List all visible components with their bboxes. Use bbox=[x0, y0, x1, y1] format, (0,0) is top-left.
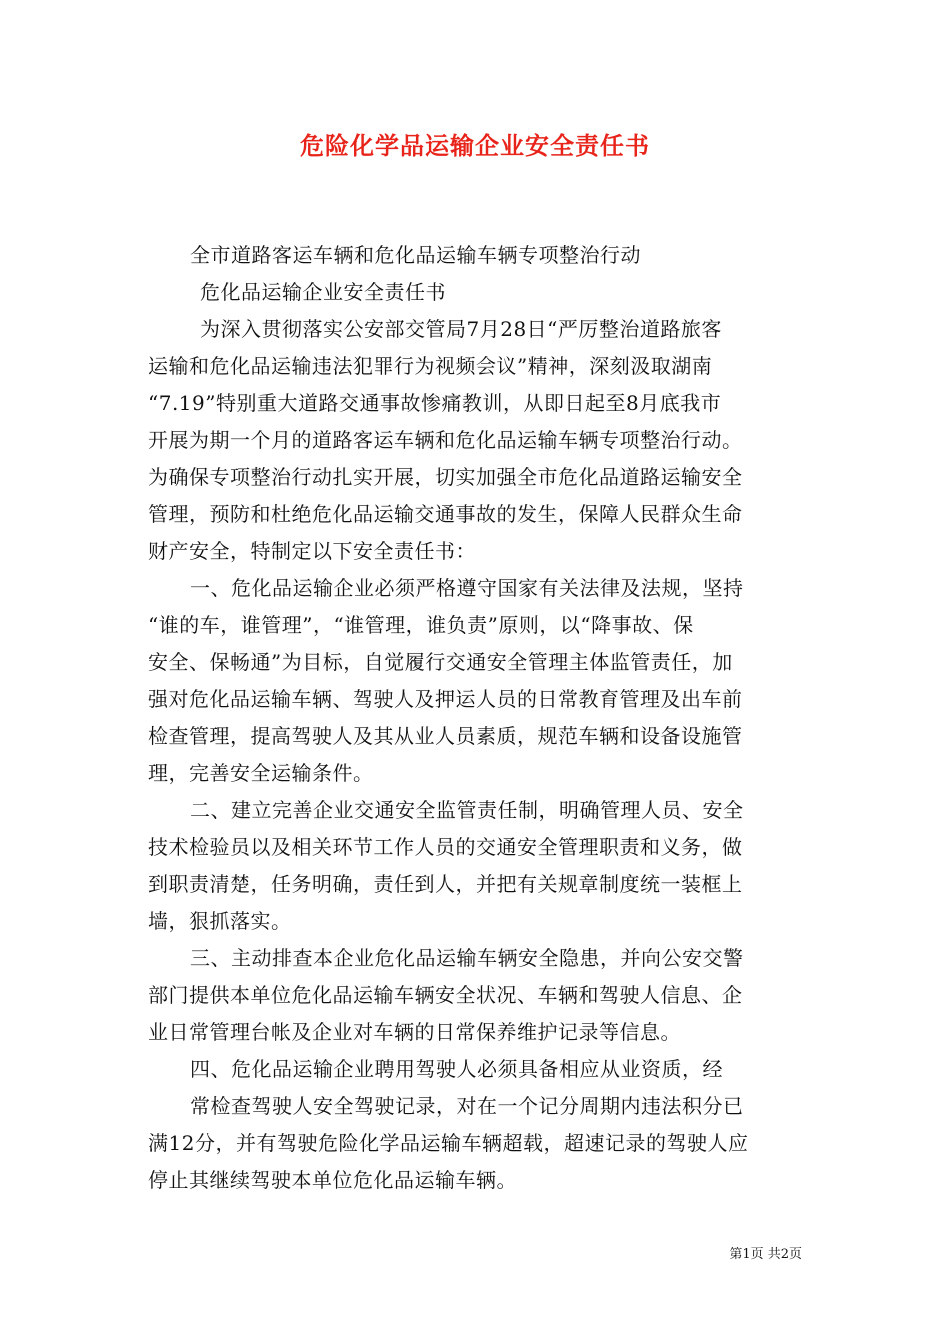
paragraph-line: 到职责清楚，任务明确，责任到人，并把有关规章制度统一装框上 bbox=[148, 872, 743, 896]
paragraph-line: 三、主动排查本企业危化品运输车辆安全隐患，并向公安交警 bbox=[190, 946, 744, 970]
paragraph-line: “7.19”特别重大道路交通事故惨痛教训，从即日起至8月底我市 bbox=[148, 391, 722, 415]
paragraph-line: 管理，预防和杜绝危化品运输交通事故的发生，保障人民群众生命 bbox=[148, 502, 743, 526]
paragraph-line: 技术检验员以及相关环节工作人员的交通安全管理职责和义务，做 bbox=[148, 835, 743, 859]
paragraph-line: 墙，狠抓落实。 bbox=[148, 909, 292, 933]
paragraph-line: 运输和危化品运输违法犯罪行为视频会议”精神，深刻汲取湖南 bbox=[148, 354, 713, 378]
paragraph-line: “谁的车，谁管理”，“谁管理，谁负责”原则，以“降事故、保 bbox=[148, 613, 694, 637]
page-number: 第1页 共2页 bbox=[729, 1247, 802, 1262]
paragraph-line: 强对危化品运输车辆、驾驶人及押运人员的日常教育管理及出车前 bbox=[148, 687, 743, 711]
paragraph-line: 财产安全，特制定以下安全责任书： bbox=[148, 539, 476, 563]
paragraph-line: 开展为期一个月的道路客运车辆和危化品运输车辆专项整治行动。 bbox=[148, 428, 743, 452]
text-line: 危化品运输企业安全责任书 bbox=[200, 280, 446, 304]
paragraph-line: 部门提供本单位危化品运输车辆安全状况、车辆和驾驶人信息、企 bbox=[148, 983, 743, 1007]
paragraph-line: 常检查驾驶人安全驾驶记录，对在一个记分周期内违法积分已 bbox=[190, 1094, 744, 1118]
paragraph-line: 停止其继续驾驶本单位危化品运输车辆。 bbox=[148, 1168, 517, 1192]
document-title: 危险化学品运输企业安全责任书 bbox=[300, 131, 650, 160]
paragraph-line: 安全、保畅通”为目标，自觉履行交通安全管理主体监管责任，加 bbox=[148, 650, 733, 674]
paragraph-line: 业日常管理台帐及企业对车辆的日常保养维护记录等信息。 bbox=[148, 1020, 681, 1044]
text-line: 全市道路客运车辆和危化品运输车辆专项整治行动 bbox=[190, 243, 641, 267]
paragraph-line: 一、危化品运输企业必须严格遵守国家有关法律及法规，坚持 bbox=[190, 576, 744, 600]
paragraph-line: 满12分，并有驾驶危险化学品运输车辆超载，超速记录的驾驶人应 bbox=[148, 1131, 749, 1155]
paragraph-line: 二、建立完善企业交通安全监管责任制，明确管理人员、安全 bbox=[190, 798, 744, 822]
paragraph-line: 四、危化品运输企业聘用驾驶人必须具备相应从业资质，经 bbox=[190, 1057, 723, 1081]
paragraph-line: 为深入贯彻落实公安部交管局7月28日“严厉整治道路旅客 bbox=[200, 317, 722, 341]
paragraph-line: 为确保专项整治行动扎实开展，切实加强全市危化品道路运输安全 bbox=[148, 465, 743, 489]
paragraph-line: 检查管理，提高驾驶人及其从业人员素质，规范车辆和设备设施管 bbox=[148, 724, 743, 748]
paragraph-line: 理，完善安全运输条件。 bbox=[148, 761, 374, 785]
